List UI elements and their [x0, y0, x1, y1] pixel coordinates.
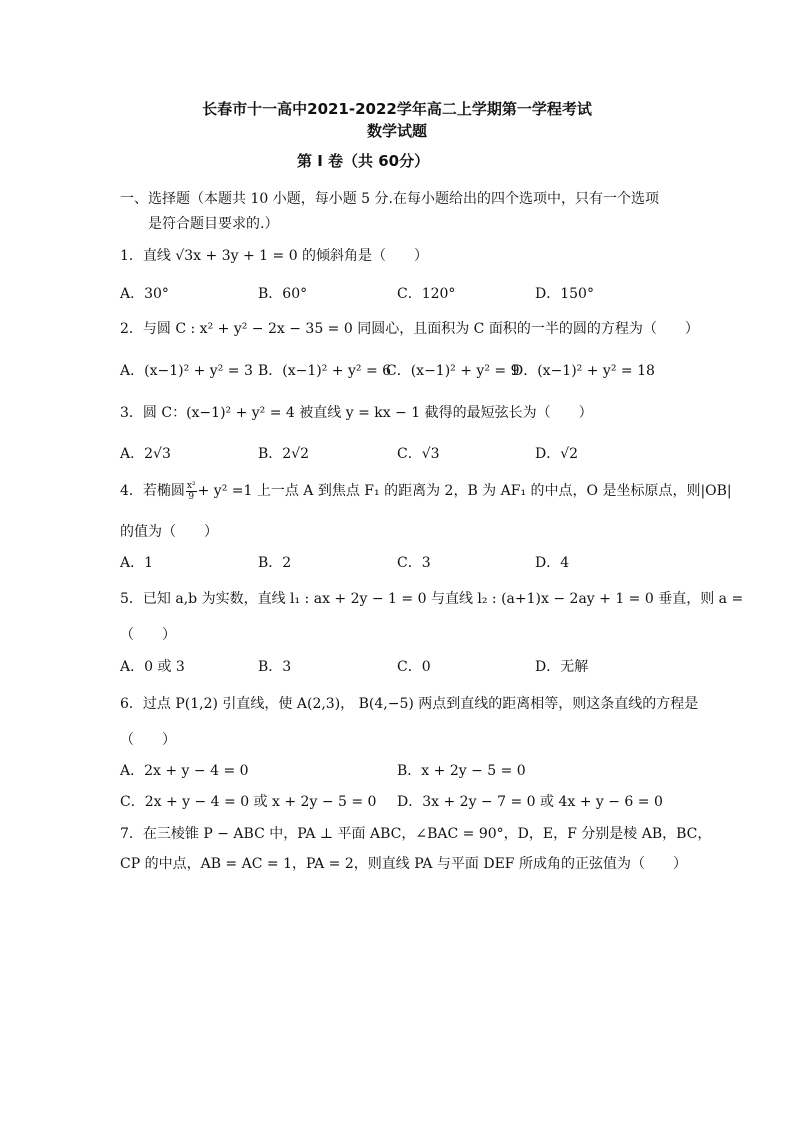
question-5-option-d: D．无解: [535, 659, 589, 675]
question-4-fraction: [186, 481, 197, 502]
part-heading: 第 I 卷（共 60分）: [297, 152, 430, 170]
question-3-option-c: C．√3: [397, 446, 440, 462]
question-1-option-b: B．60°: [258, 286, 308, 302]
exam-title: 长春市十一高中2021-2022学年高二上学期第一学程考试: [202, 100, 592, 118]
question-4-option-b: B．2: [258, 555, 292, 571]
question-6-option-b: B．x + 2y − 5 = 0: [397, 763, 526, 779]
question-4-option-c: C．3: [397, 555, 431, 571]
question-3-option-d: D．√2: [535, 446, 579, 462]
question-4-fraction-denominator: 9: [188, 491, 195, 502]
question-4-stem-line-2: 的值为（ ）: [120, 524, 218, 540]
question-3-stem: 3．圆 C：(x−1)² + y² = 4 被直线 y = kx − 1 截得的最短弦长为（ ）: [120, 405, 593, 421]
question-1-option-c: C．120°: [397, 286, 456, 302]
question-4-stem-end: + y² =1 上一点 A 到焦点 F₁ 的距离为 2，B 为 AF₁ 的中点，O 是坐标原点，则|OB|: [197, 483, 732, 499]
question-5-stem: 5．已知 a,b 为实数，直线 l₁ : ax + 2y − 1 = 0 与直线 l₂ : (a+1)x − 2ay + 1 = 0 垂直，则 a =: [120, 591, 744, 607]
question-2-option-c: C．(x−1)² + y² = 9: [386, 363, 520, 379]
question-4-stem-start: 4．若椭圆: [120, 483, 185, 499]
question-1-stem: 1．直线 √3x + 3y + 1 = 0 的倾斜角是（ ）: [120, 248, 429, 264]
question-4-fraction-numerator: x²: [186, 480, 196, 491]
question-5-stem-line-2: （ ）: [120, 627, 176, 643]
question-6-stem-line-2: （ ）: [120, 732, 176, 748]
question-1-option-d: D．150°: [535, 286, 594, 302]
instructions-line-1: 一、选择题（本题共 10 小题，每小题 5 分.在每小题给出的四个选项中，只有一个选项: [120, 191, 659, 207]
question-6-option-c: C．2x + y − 4 = 0 或 x + 2y − 5 = 0: [120, 794, 377, 810]
question-2-option-a: A．(x−1)² + y² = 3: [120, 363, 253, 379]
instructions-line-2: 是符合题目要求的.）: [148, 216, 279, 232]
question-7-stem: 7．在三棱锥 P − ABC 中，PA ⊥ 平面 ABC，∠BAC = 90°，D，E，F 分别是棱 AB，BC，: [120, 826, 712, 842]
question-3-option-b: B．2√2: [258, 446, 310, 462]
question-4-stem: [120, 480, 732, 502]
question-7-stem-line-2: CP 的中点，AB = AC = 1，PA = 2，则直线 PA 与平面 DEF 所成角的正弦值为（ ）: [120, 856, 687, 872]
question-6-stem: 6．过点 P(1,2) 引直线，使 A(2,3)， B(4,−5) 两点到直线的距离相等，则这条直线的方程是: [120, 696, 699, 712]
question-5-option-a: A．0 或 3: [120, 659, 185, 675]
question-2-option-d: D．(x−1)² + y² = 18: [512, 363, 655, 379]
question-6-option-a: A．2x + y − 4 = 0: [120, 763, 249, 779]
question-4-option-d: D．4: [535, 555, 570, 571]
question-6-option-d: D．3x + 2y − 7 = 0 或 4x + y − 6 = 0: [397, 794, 663, 810]
question-5-option-c: C．0: [397, 659, 431, 675]
question-3-option-a: A．2√3: [120, 446, 171, 462]
question-4-option-a: A．1: [120, 555, 154, 571]
exam-subject: 数学试题: [366, 122, 427, 140]
question-5-option-b: B．3: [258, 659, 292, 675]
question-2-option-b: B．(x−1)² + y² = 6: [258, 363, 392, 379]
question-2-stem: 2．与圆 C : x² + y² − 2x − 35 = 0 同圆心，且面积为 C 面积的一半的圆的方程为（ ）: [120, 321, 699, 337]
question-1-option-a: A．30°: [120, 286, 169, 302]
